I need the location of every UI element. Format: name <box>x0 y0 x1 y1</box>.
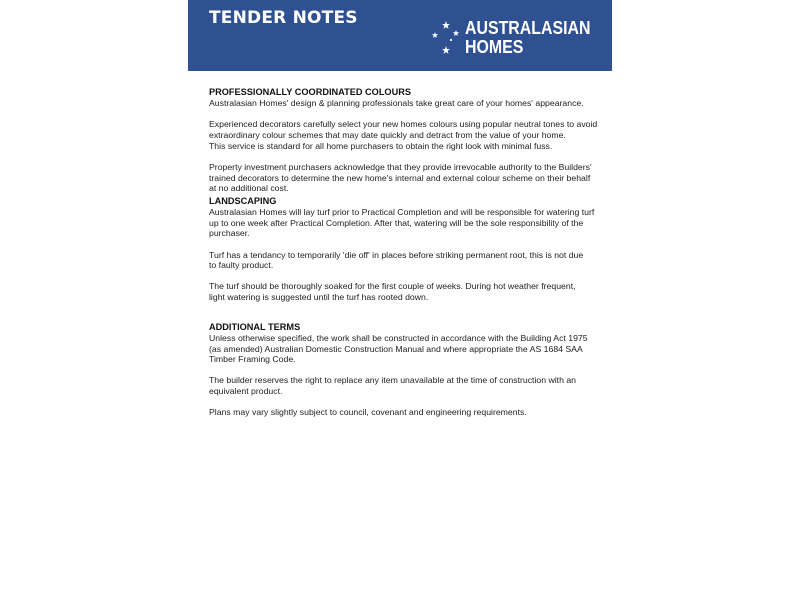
paragraph: Australasian Homes' design & planning professionals take great care of your homes' appearance. <box>209 98 584 108</box>
paragraph: Plans may vary slightly subject to council, covenant and engineering requirements. <box>209 407 527 418</box>
paragraph: Turf has a tendancy to temporarily 'die off' in places before striking permanent root, this is not due to faulty product. <box>209 249 584 271</box>
logo-wordmark <box>465 18 591 56</box>
section-heading-landscaping: LANDSCAPING <box>209 195 277 206</box>
document-body <box>209 87 604 418</box>
company-logo <box>431 18 601 60</box>
section-heading-colours: PROFESSIONALLY COORDINATED COLOURS <box>209 87 411 97</box>
paragraph: Australasian Homes will lay turf prior to Practical Completion and will be responsible for watering turf up to one week after Practical Completion. After that, watering will be the sole responsibility of the purchaser. <box>209 206 595 239</box>
document-title: TENDER NOTES <box>209 8 358 28</box>
document-page <box>188 0 612 600</box>
logo-line-2: HOMES <box>465 36 524 57</box>
section-heading-additional-terms: ADDITIONAL TERMS <box>209 321 301 332</box>
paragraph: The builder reserves the right to replace any item unavailable at the time of construction with an equivalent product. <box>209 375 577 397</box>
header-banner <box>188 0 612 71</box>
paragraph: The turf should be thoroughly soaked for the first couple of weeks. During hot weather frequent, light watering is suggested until the turf has rooted down. <box>209 281 576 303</box>
paragraph: Experienced decorators carefully select your new homes colours using popular neutral tones to avoid extraordinary colour schemes that may date quickly and detract from the value of your home. This service is standard for all home purchasers to obtain the right look with minimal fuss. <box>209 119 598 151</box>
logo-line-1: AUSTRALASIAN <box>465 17 591 38</box>
paragraph: Property investment purchasers acknowledge that they provide irrevocable authority to the Builders' trained decorators to determine the new home's internal and external colour scheme on their behalf at no additional cost. <box>209 161 592 194</box>
southern-cross-stars-icon <box>431 18 467 60</box>
paragraph: Unless otherwise specified, the work shall be constructed in accordance with the Building Act 1975 (as amended) Australian Domestic Construction Manual and where appropriate the AS 1684 SAA Timber Framing Code. <box>209 332 588 365</box>
